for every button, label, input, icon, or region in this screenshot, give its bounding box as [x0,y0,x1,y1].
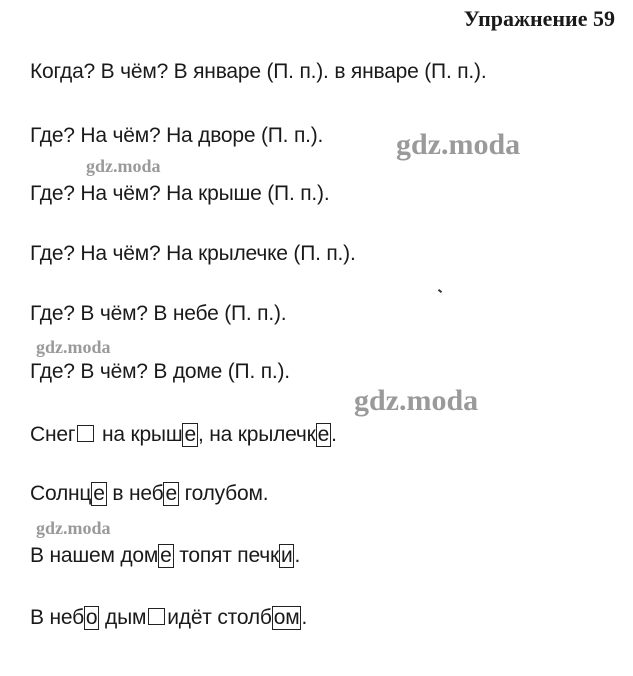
sentence-text: топят печк [173,544,279,567]
ending-box: е [93,482,105,505]
watermark: gdz.moda [36,518,111,538]
answer-line-5: Где? В чём? В небе (П. п.). [30,302,287,325]
sentence-text: . [301,606,308,629]
empty-ending-box [77,425,94,442]
sentence-text: . [331,423,337,446]
answer-line-3: Где? На чём? На крыше (П. п.). [30,182,330,205]
sentence-text: дым [99,606,147,629]
ending-box: и [280,544,293,567]
watermark: gdz.moda [354,384,479,417]
sentence-4 [30,606,307,630]
sentence-text: идёт столб [167,606,272,629]
exercise-title: Упражнение 59 [463,6,615,31]
answer-line-6: Где? В чём? В доме (П. п.). [30,360,290,383]
watermark: gdz.moda [36,337,111,357]
sentence-text: Солнц [30,482,92,505]
answer-line-1: Когда? В чём? В январе (П. п.). в январе (П. п.). [30,60,487,83]
watermark: gdz.moda [396,128,521,161]
sentence-1 [30,423,337,447]
ending-box: е [184,423,196,446]
sentence-text: в неб [106,482,164,505]
empty-ending-box [148,608,165,625]
ending-box: е [160,544,172,567]
sentence-text: В неб [30,606,84,629]
ending-box: е [317,423,330,446]
ending-box: о [85,606,98,629]
sentence-text: Снег [30,423,76,446]
sentence-3 [30,544,300,568]
sentence-text: В нашем дом [30,544,159,567]
sentence-text: на крыш [96,423,183,446]
answer-line-2: Где? На чём? На дворе (П. п.). [30,124,324,147]
sentence-text: голубом. [178,482,269,505]
sentence-2 [30,482,268,506]
ending-box: ом [273,606,300,629]
watermark: gdz.moda [86,156,161,176]
answer-line-4: Где? На чём? На крылечке (П. п.). [30,242,356,265]
ending-box: е [165,482,177,505]
sentence-text: . [294,544,301,567]
sentence-text: , на крылечк [197,423,316,446]
stray-mark [438,289,442,293]
